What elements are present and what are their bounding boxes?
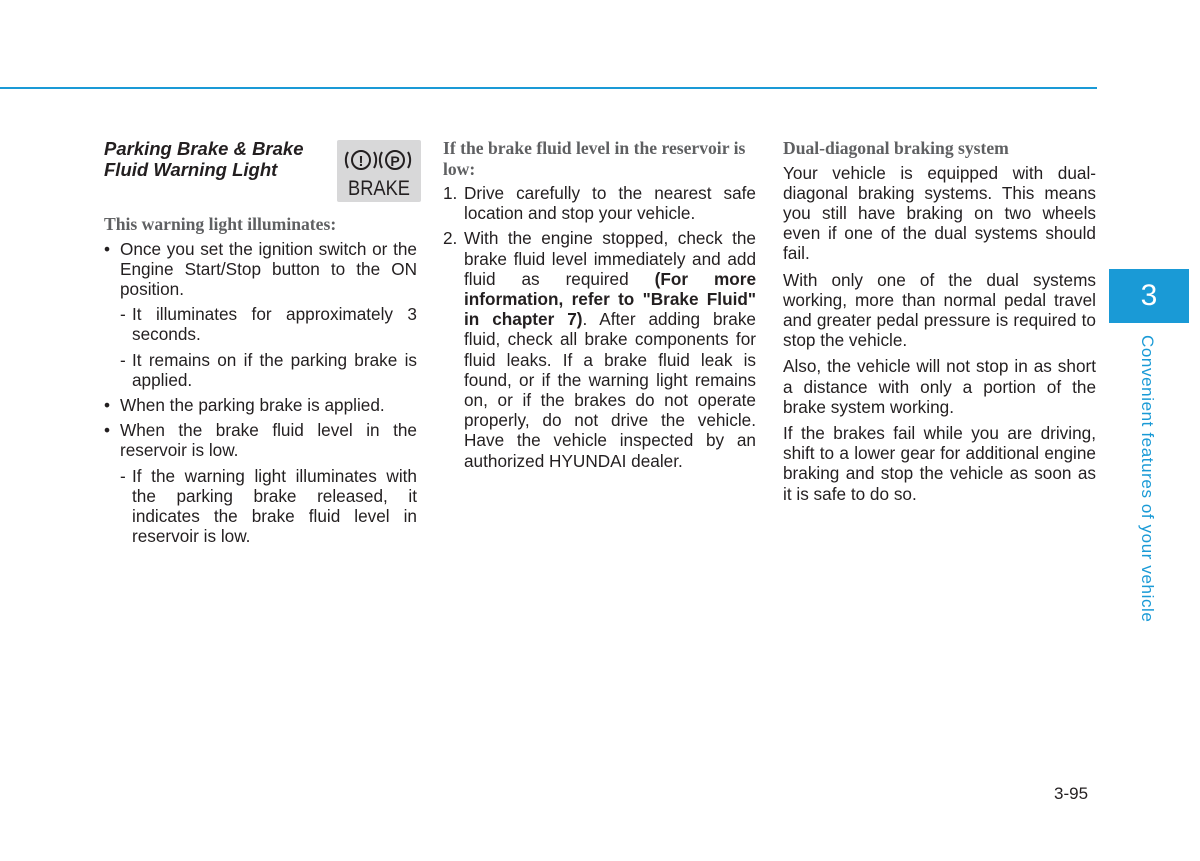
col1-heading: This warning light illuminates: — [104, 214, 337, 234]
paragraph: Your vehicle is equipped with dual-diagonal braking systems. This means you still have braking on two wheels even if one of the dual systems should fail. — [783, 162, 1096, 264]
paragraph: With only one of the dual systems working, more than normal pedal travel and greater pedal pressure is required to stop the vehicle. — [783, 269, 1096, 351]
list-subitem: - If the warning light illuminates with the parking brake released, it indicates the brake fluid level in reservoir is low. — [120, 465, 417, 547]
column-3 — [783, 138, 1096, 510]
page-number: 3-95 — [1054, 784, 1089, 803]
svg-text:!: ! — [358, 153, 364, 170]
header-rule — [0, 87, 1097, 89]
list-subitem: - It remains on if the parking brake is applied. — [120, 349, 417, 390]
column-2 — [443, 138, 756, 476]
svg-text:P: P — [390, 153, 400, 169]
chapter-title: Convenient features of your vehicle — [1138, 335, 1157, 623]
chapter-tab: 3 — [1109, 269, 1189, 323]
paragraph: If the brakes fail while you are driving, shift to a lower gear for additional engine braking and stop the vehicle as soon as it is safe to do so. — [783, 422, 1096, 504]
svg-text:BRAKE: BRAKE — [348, 177, 410, 200]
list-subitem: - It illuminates for approximately 3 seconds. — [120, 304, 417, 345]
list-item: • Once you set the ignition switch or the Engine Start/Stop button to the ON position. — [104, 239, 417, 300]
list-item: • When the brake fluid level in the reservoir is low. — [104, 420, 417, 460]
list-item: • When the parking brake is applied. — [104, 395, 417, 415]
column-1 — [104, 138, 417, 551]
brake-warning-icon — [337, 140, 421, 202]
col3-heading: Dual-diagonal braking system — [783, 138, 1009, 158]
cross-reference: (For more information, refer to "Brake Fluid" in chapter 7) — [464, 268, 756, 330]
col2-heading: If the brake fluid level in the reservoir is low: — [443, 138, 746, 179]
section-title: Parking Brake & Brake Fluid Warning Light — [104, 138, 304, 180]
section-title-row — [104, 138, 417, 204]
list-item: 2. With the engine stopped, check the brake fluid level immediately and add fluid as required (For more information, refer to "Brake Fluid" in chapter 7). After adding brake fluid, check all brake components for fluid leaks. If a brake fluid leak is found, or if the warning light remains on, or if the brakes do not operate properly, do not drive the vehicle. Have the vehicle inspected by an authorized HYUNDAI dealer. — [443, 228, 756, 471]
paragraph: Also, the vehicle will not stop in as short a distance with only a portion of the brake system working. — [783, 356, 1096, 417]
list-item: 1. Drive carefully to the nearest safe location and stop your vehicle. — [443, 183, 756, 224]
